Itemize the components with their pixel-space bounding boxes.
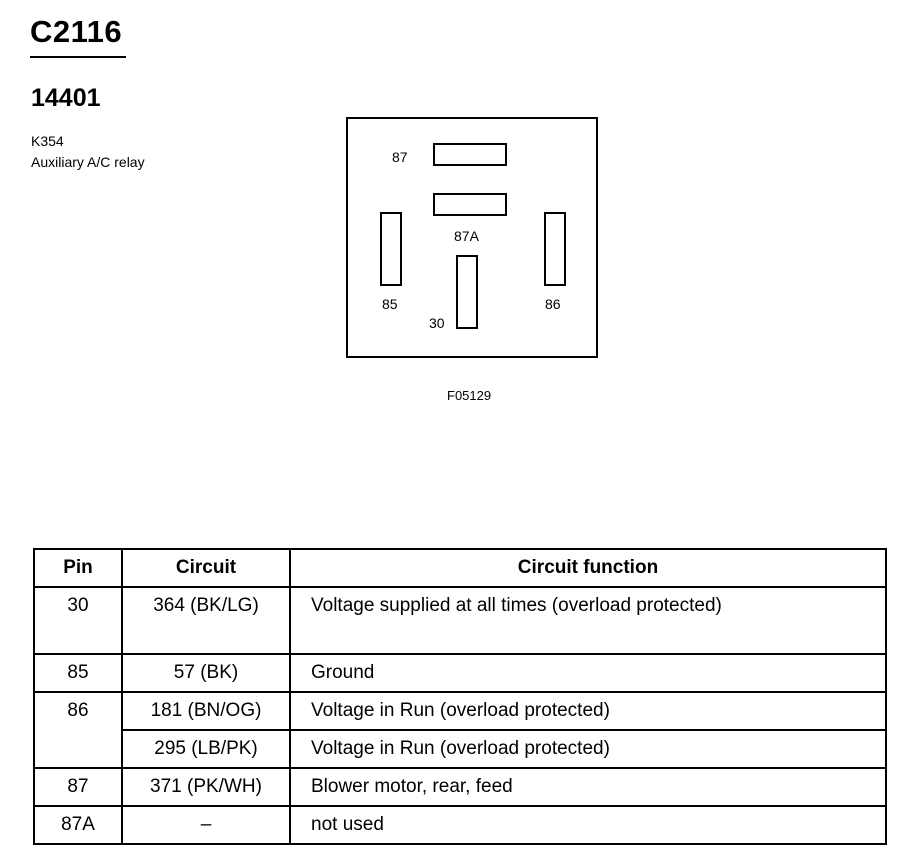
header-circuit: Circuit [122, 549, 290, 587]
pin-label-30: 30 [429, 315, 445, 331]
pin-cell: 30 [34, 587, 122, 654]
function-cell: Blower motor, rear, feed [290, 768, 886, 806]
component-code: K354 [31, 133, 64, 149]
function-cell: Ground [290, 654, 886, 692]
function-cell: Voltage in Run (overload protected) [290, 730, 886, 768]
table-row [34, 806, 886, 844]
pin-label-87a: 87A [454, 228, 479, 244]
circuit-cell: 295 (LB/PK) [122, 730, 290, 768]
table-header-row [34, 549, 886, 587]
component-name: Auxiliary A/C relay [31, 154, 145, 170]
pin-cell: 87 [34, 768, 122, 806]
pin-label-86: 86 [545, 296, 561, 312]
circuit-cell: 57 (BK) [122, 654, 290, 692]
function-cell: Voltage supplied at all times (overload protected) [290, 587, 886, 654]
figure-id: F05129 [447, 388, 492, 403]
table-row [34, 730, 886, 768]
circuit-cell: 364 (BK/LG) [122, 587, 290, 654]
terminal-87a [433, 193, 507, 216]
pin-cell: 86 [34, 692, 122, 730]
terminal-85 [380, 212, 402, 286]
circuit-cell: 181 (BN/OG) [122, 692, 290, 730]
terminal-30 [456, 255, 478, 329]
terminal-87 [433, 143, 507, 166]
pin-table [33, 548, 887, 845]
table-row [34, 692, 886, 730]
table-row [34, 654, 886, 692]
circuit-cell: – [122, 806, 290, 844]
pin-cell [34, 730, 122, 768]
table-row [34, 587, 886, 654]
part-number: 14401 [31, 84, 101, 112]
header-function: Circuit function [290, 549, 886, 587]
pin-label-87: 87 [392, 149, 408, 165]
pin-cell: 87A [34, 806, 122, 844]
function-cell: not used [290, 806, 886, 844]
table-row [34, 768, 886, 806]
pin-cell: 85 [34, 654, 122, 692]
connector-id: C2116 [30, 14, 123, 49]
function-cell: Voltage in Run (overload protected) [290, 692, 886, 730]
pin-label-85: 85 [382, 296, 398, 312]
title-underline [30, 56, 126, 58]
relay-connector-diagram [346, 117, 598, 358]
terminal-86 [544, 212, 566, 286]
header-pin: Pin [34, 549, 122, 587]
circuit-cell: 371 (PK/WH) [122, 768, 290, 806]
